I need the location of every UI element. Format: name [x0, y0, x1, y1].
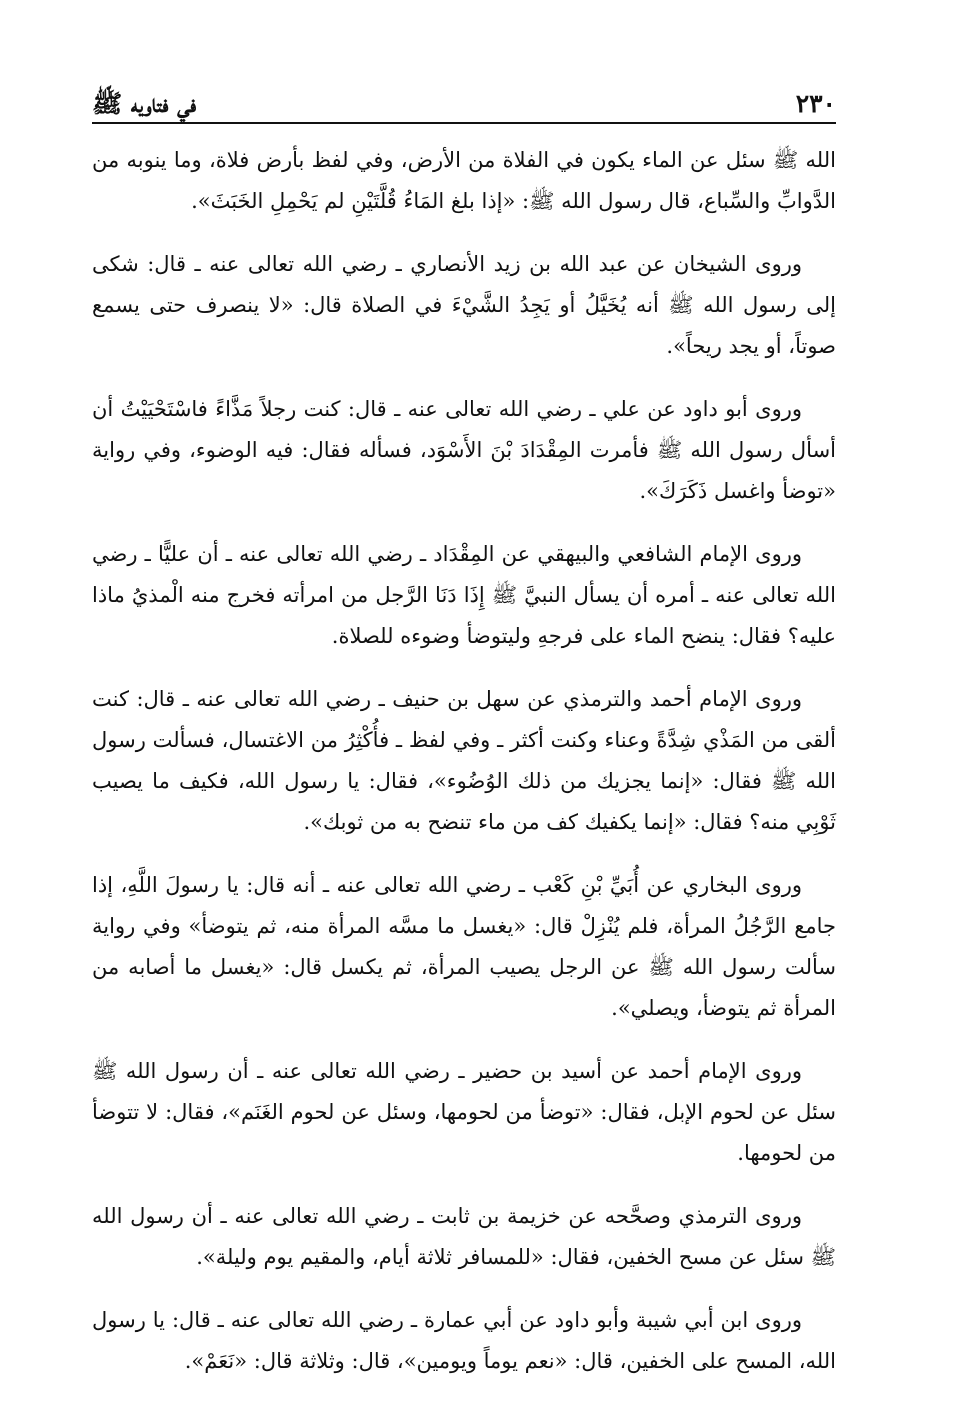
- paragraph: وروى أبو داود عن علي ـ رضي الله تعالى عنه ـ قال: كنت رجلاً مَذَّاءً فاسْتَحْيَيْتُ أن أسأل رسول الله ﷺ فأمرت المِقْدَادَ بْنَ الأَسْوَد، فسأله فقال: فيه الوضوء، وفي رواية «توضأ واغسل ذَكَرَكَ».: [92, 397, 837, 503]
- page-number: ٢٣٠: [795, 89, 836, 118]
- paragraph: وروى ابن أبي شيبة وأبو داود عن أبي عمارة ـ رضي الله تعالى عنه ـ قال: يا رسول الله، المسح على الخفين، قال: «نعم يوماً ويومين»، قال: وثلاثة قال: «نَعَمْ».: [92, 1308, 836, 1373]
- page-header: [92, 70, 836, 124]
- book-page: [92, 70, 837, 1373]
- paragraph: الله ﷺ سئل عن الماء يكون في الفلاة من الأرض، وفي لفظ بأرض فلاة، وما ينوبه من الدَّوابِّ والسِّباع، قال رسول الله ﷺ: «إذا بلغ المَاءُ قُلَّتَيْنِ لم يَحْمِلِ الخَبَثَ».: [92, 148, 836, 213]
- paragraph: وروى الإمام أحمد والترمذي عن سهل بن حنيف ـ رضي الله تعالى عنه ـ قال: كنت ألقى من المَذْي شِدَّةً وعناء وكنت أكثر ـ وفي لفظ ـ فأُكْثِرُ من الاغتسال، فسألت رسول الله ﷺ فقال: «إنما يجزيك من ذلك الوُضُوء»، فقال: يا رسول الله، فكيف ما يصيب ثَوْبِي منه؟ فقال: «إنما يكفيك كف من ماء تنضح به من ثوبك».: [92, 687, 836, 834]
- paragraph: وروى الترمذي وصحَّحه عن خزيمة بن ثابت ـ رضي الله تعالى عنه ـ أن رسول الله ﷺ سئل عن مسح الخفين، فقال: «للمسافر ثلاثة أيام، والمقيم يوم وليلة».: [92, 1204, 836, 1269]
- page-body: [92, 140, 836, 1382]
- paragraph: وروى الإمام الشافعي والبيهقي عن المِقْدَاد ـ رضي الله تعالى عنه ـ أن عليًّا ـ رضي الله تعالى عنه ـ أمره أن يسأل النبيَّ ﷺ إِذَا دَنَا الرَّجل من امرأته فخرج منه الْمذيُ ماذا عليه؟ فقال: ينضح الماء على فرجهِ وليتوضأ وضوءه للصلاة.: [92, 542, 836, 648]
- paragraph: وروى الإمام أحمد عن أسيد بن حضير ـ رضي الله تعالى عنه ـ أن رسول الله ﷺ سئل عن لحوم الإبل، فقال: «توضأ من لحومها، وسئل عن لحوم الغَنَم»، فقال: لا تتوضأ من لحومها.: [92, 1059, 836, 1165]
- paragraph: وروى البخاري عن أُبَيِّ بْنِ كَعْب ـ رضي الله تعالى عنه ـ أنه قال: يا رسولَ اللَّهِ، إذا جامع الرَّجُلُ المرأة، فلم يُنْزِلْ قال: «يغسل ما مسَّه المرأة منه، ثم يتوضأ» وفي رواية سألت رسول الله ﷺ عن الرجل يصيب المرأة، ثم يكسل قال: «يغسل ما أصابه من المرأة ثم يتوضأ، ويصلي».: [92, 873, 836, 1020]
- paragraph: وروى الشيخان عن عبد الله بن زيد الأنصاري ـ رضي الله تعالى عنه ـ قال: شكى إلى رسول الله ﷺ أنه يُخَيَّلُ أو يَجِدُ الشَّيْءَ في الصلاة قال: «لا ينصرف حتى يسمع صوتاً، أو يجد ريحاً».: [92, 252, 836, 358]
- running-title: في فتاويه ﷺ: [92, 89, 197, 118]
